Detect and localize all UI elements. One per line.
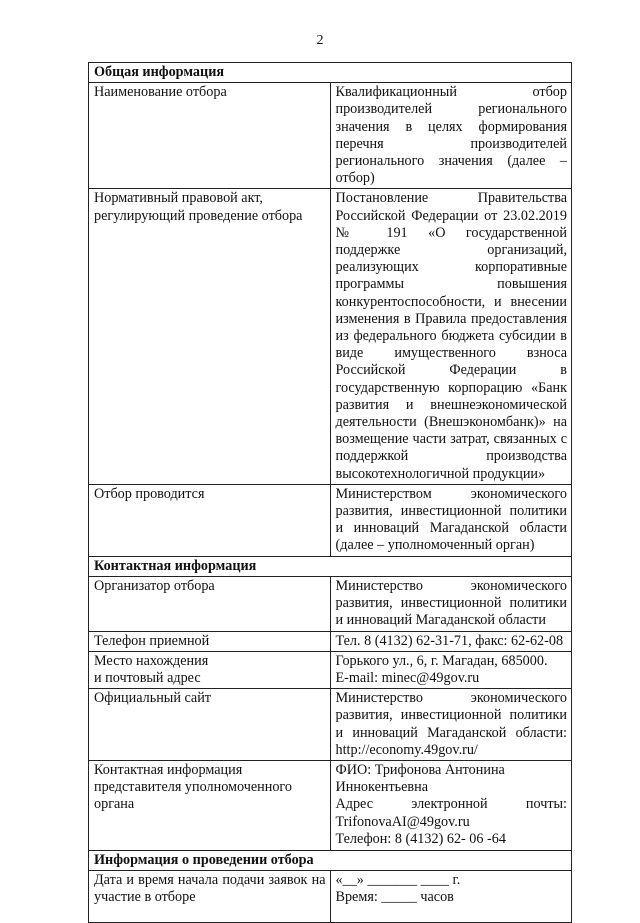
table-row (89, 189, 572, 484)
row-value: Постановление Правительства Российской Федерации от 23.02.2019 № 191 «О государственной поддержке организаций, реализующих корпоративные программы повышения конкурентоспособности, и внесении изменения в Правила предоставления из федерального бюджета субсидии в виде имущественного взноса Российской Федерации в государственную корпорацию «Банк развития и внешнеэкономической деятельности (Внешэкономбанк)» на возмещение части затрат, связанных с поддержкой производства высокотехнологичной продукции» (330, 189, 572, 484)
section-header-conduct (89, 850, 572, 870)
section-header-contacts (89, 556, 572, 576)
section-heading: Общая информация (89, 63, 572, 83)
row-label: Организатор отбора (89, 576, 331, 631)
address-line: Горького ул., 6, г. Магадан, 685000. (335, 652, 548, 669)
table-row (89, 689, 572, 761)
row-label (89, 651, 331, 688)
row-value: Тел. 8 (4132) 62-31-71, факс: 62-62-08 (330, 631, 572, 651)
table-row (89, 651, 572, 688)
table-row (89, 576, 572, 631)
row-label: Дата и время начала подачи заявок на участие в отборе (89, 871, 331, 923)
row-value: Квалификационный отбор производителей регионального значения в целях формирования перечня производителей регионального значения (далее – отбор) (330, 83, 572, 189)
row-value: Министерством экономического развития, инвестиционной политики и инноваций Магаданской области (далее – уполномоченный орган) (330, 484, 572, 556)
row-label: Контактная информация представителя уполномоченного органа (89, 760, 331, 850)
row-label: Телефон приемной (89, 631, 331, 651)
section-header-general (89, 63, 572, 83)
table-row (89, 760, 572, 850)
section-heading: Информация о проведении отбора (89, 850, 572, 870)
selection-info-table (88, 62, 572, 923)
row-value (330, 871, 572, 923)
address-label-line1: Место нахождения (94, 652, 209, 669)
page-number: 2 (316, 33, 324, 48)
row-label: Отбор проводится (89, 484, 331, 556)
table-row (89, 871, 572, 923)
representative-email: TrifonovaAI@49gov.ru (335, 813, 470, 830)
row-value: Министерство экономического развития, инвестиционной политики и инноваций Магаданской области (330, 576, 572, 631)
section-heading: Контактная информация (89, 556, 572, 576)
email-line: E-mail: minec@49gov.ru (335, 669, 480, 686)
table-row (89, 83, 572, 189)
table-row (89, 631, 572, 651)
row-label: Нормативный правовой акт, регулирующий проведение отбора (89, 189, 331, 484)
representative-fio: ФИО: Трифонова Антонина Иннокентьевна (335, 761, 505, 796)
address-label-line2: и почтовый адрес (94, 669, 201, 686)
row-value: Министерство экономического развития, инвестиционной политики и инноваций Магаданской области: http://economy.49gov.ru/ (330, 689, 572, 761)
representative-phone: Телефон: 8 (4132) 62- 06 -64 (335, 830, 506, 847)
time-line: Время: _____ часов (335, 889, 454, 906)
table-row (89, 484, 572, 556)
row-value (330, 651, 572, 688)
date-line: «__» _______ ____ г. (335, 872, 461, 889)
row-value (330, 760, 572, 850)
row-label: Наименование отбора (89, 83, 331, 189)
representative-email-label: Адрес электронной почты: (335, 796, 567, 813)
row-label: Официальный сайт (89, 689, 331, 761)
